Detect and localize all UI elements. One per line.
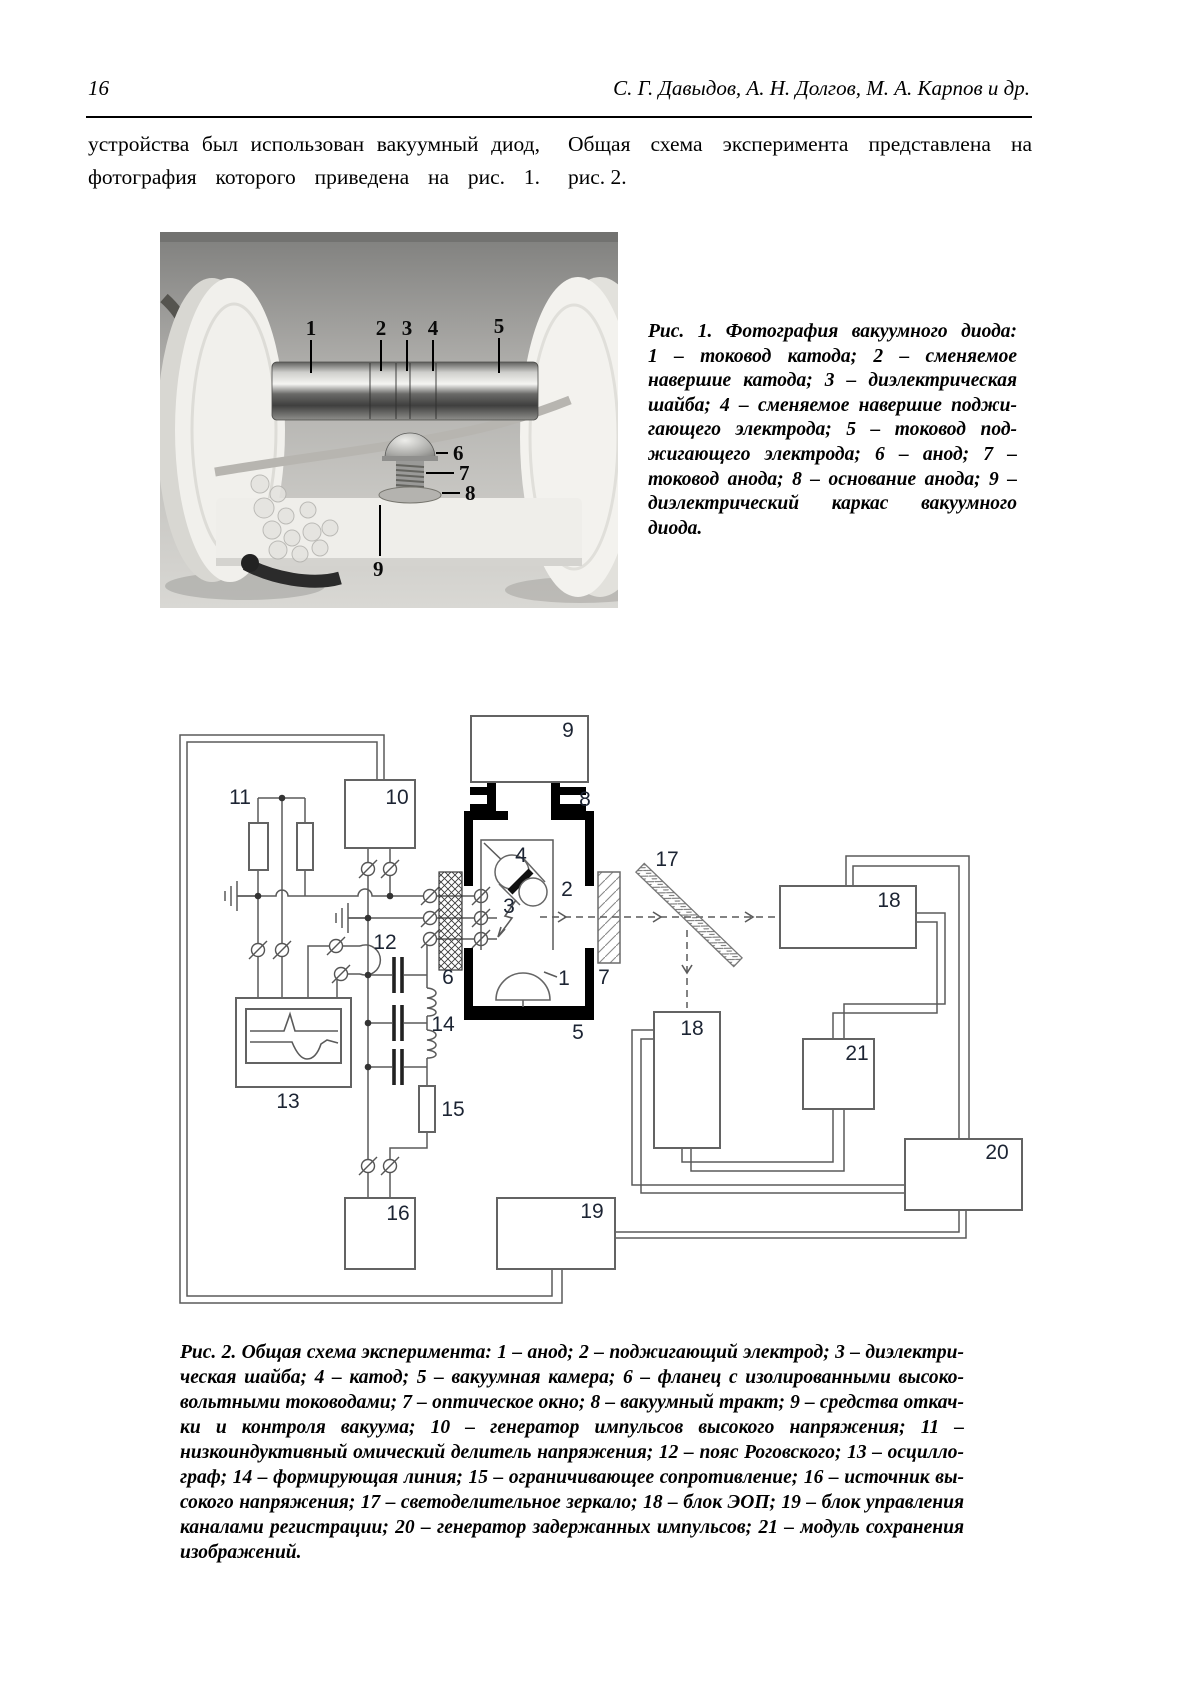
authors: С. Г. Давыдов, А. Н. Долгов, М. А. Карпов и др. bbox=[613, 76, 1030, 100]
anode-base-flange bbox=[379, 487, 441, 503]
diagram-label-5: 5 bbox=[572, 1021, 584, 1044]
diagram-label-21: 21 bbox=[845, 1042, 869, 1065]
caption-line: Рис. 1. Фотография вакуумного диода: bbox=[648, 321, 1017, 342]
vacuum-tract bbox=[470, 782, 586, 812]
flange bbox=[439, 872, 462, 970]
body-line: Общая схема эксперимента представлена на bbox=[568, 132, 1032, 156]
caption-line: ческая шайба; 4 – катод; 5 – вакуумная камера; 6 – фланец с изолированными высоко- bbox=[180, 1367, 964, 1388]
anode bbox=[496, 973, 550, 1007]
oscilloscope-screen bbox=[246, 1009, 341, 1063]
body-line: устройства был использован вакуумный диод, bbox=[88, 132, 540, 156]
caption-line: сокого напряжения; 17 – светоделительное зеркало; 18 – блок ЭОП; 19 – блок управления bbox=[180, 1492, 964, 1513]
diagram-label-8: 8 bbox=[579, 788, 591, 811]
divider-resistor-right bbox=[297, 823, 313, 870]
plastic-base-edge bbox=[216, 558, 582, 566]
page-number: 16 bbox=[88, 76, 109, 100]
limiting-resistor bbox=[419, 1086, 435, 1132]
diagram-label-20: 20 bbox=[985, 1141, 1009, 1164]
header-rule bbox=[86, 116, 1032, 118]
diagram-label-10: 10 bbox=[385, 786, 409, 809]
left-column bbox=[88, 128, 540, 194]
diagram-label-6: 6 bbox=[442, 966, 454, 989]
body-line: рис. 2. bbox=[568, 165, 627, 189]
figure2-caption bbox=[180, 1340, 964, 1565]
photo-label-3: 3 bbox=[401, 316, 413, 340]
divider-resistor-left bbox=[249, 823, 268, 870]
caption-line: вольтными тоководами; 7 – оптическое окно; 8 – вакуумный тракт; 9 – средства откач- bbox=[180, 1392, 964, 1413]
caption-line: ки и контроля вакуума; 10 – генератор импульсов высокого напряжения; 11 – bbox=[180, 1417, 964, 1438]
diagram-label-4: 4 bbox=[515, 844, 527, 867]
photo-top-shade bbox=[160, 232, 618, 242]
body-line: фотография которого приведена на рис. 1. bbox=[88, 165, 540, 189]
diagram-label-2: 2 bbox=[561, 878, 573, 901]
caption-line: Рис. 2. Общая схема эксперимента: 1 – анод; 2 – поджигающий электрод; 3 – диэлектри- bbox=[180, 1342, 964, 1363]
caption-line: навершие катода; 3 – диэлектрическая bbox=[648, 370, 1017, 392]
photo-label-7: 7 bbox=[459, 461, 470, 485]
beam-splitter-mirror bbox=[636, 863, 742, 966]
caption-line: жигающего электрода; 6 – анод; 7 – bbox=[648, 443, 1017, 465]
right-column bbox=[568, 128, 1032, 194]
diagram-label-18: 18 bbox=[877, 889, 901, 912]
igniting-electrode bbox=[519, 878, 547, 906]
photo-label-1: 1 bbox=[305, 316, 317, 340]
diagram-label-7: 7 bbox=[598, 966, 610, 989]
ground-symbols bbox=[225, 881, 368, 933]
diagram-label-18b: 18 bbox=[680, 1017, 704, 1040]
caption-line: 1 – токовод катода; 2 – сменяемое bbox=[648, 345, 1017, 367]
diagram-label-12: 12 bbox=[373, 931, 397, 954]
diagram-label-17: 17 bbox=[655, 848, 679, 871]
caption-line: каналами регистрации; 20 – генератор задержанных импульсов; 21 – модуль сохранения bbox=[180, 1517, 964, 1538]
caption-line: изображений. bbox=[180, 1542, 302, 1563]
caption-line: гающего электрода; 5 – токовод под- bbox=[648, 419, 1017, 441]
diagram-label-19: 19 bbox=[580, 1200, 604, 1223]
figure1-caption bbox=[648, 320, 1017, 541]
caption-line: диэлектрический каркас вакуумного bbox=[648, 493, 1017, 515]
beam-path bbox=[540, 917, 779, 1008]
anode-collar bbox=[382, 456, 438, 461]
diagram-label-13: 13 bbox=[276, 1090, 300, 1113]
photo-label-8: 8 bbox=[465, 481, 476, 505]
diagram-label-11: 11 bbox=[229, 786, 251, 809]
caption-line: шайба; 4 – сменяемое навершие поджи- bbox=[648, 394, 1017, 416]
photo-label-9: 9 bbox=[373, 557, 384, 581]
diagram-label-14: 14 bbox=[431, 1013, 455, 1036]
diagram-label-1: 1 bbox=[558, 967, 570, 990]
capacitor-plates bbox=[394, 957, 402, 1085]
photo-label-2: 2 bbox=[375, 316, 387, 340]
diagram-label-15: 15 bbox=[441, 1098, 465, 1121]
figure1-photo bbox=[160, 232, 618, 608]
caption-line: токовод анода; 8 – основание анода; 9 – bbox=[648, 468, 1017, 490]
photo-label-5: 5 bbox=[493, 314, 505, 338]
caption-line: низкоиндуктивный омический делитель напряжения; 12 – пояс Роговского; 13 – осцилло- bbox=[180, 1442, 964, 1463]
cable-connector bbox=[241, 554, 259, 572]
figure2-diagram bbox=[150, 650, 1040, 1320]
caption-line: граф; 14 – формирующая линия; 15 – ограничивающее сопротивление; 16 – источник вы- bbox=[180, 1467, 964, 1488]
diagram-label-16: 16 bbox=[386, 1202, 410, 1225]
diagram-label-3: 3 bbox=[503, 895, 515, 918]
photo-label-6: 6 bbox=[453, 441, 464, 465]
caption-line: диода. bbox=[648, 517, 703, 539]
diagram-label-9: 9 bbox=[562, 719, 574, 742]
photo-label-4: 4 bbox=[427, 316, 439, 340]
